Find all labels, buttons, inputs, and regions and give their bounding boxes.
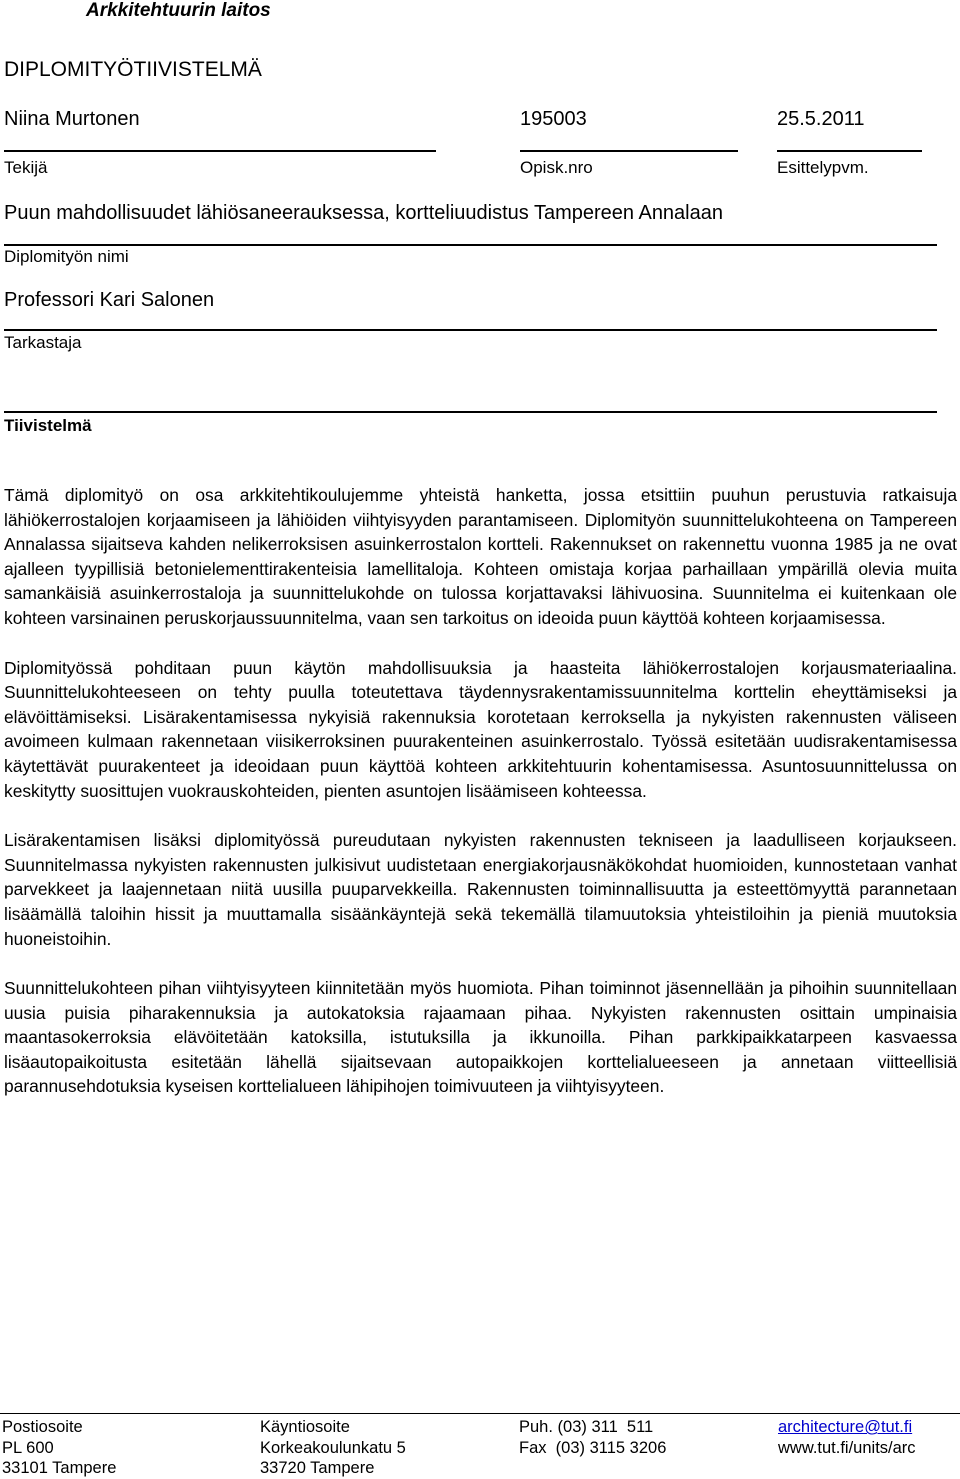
footer-rule [0, 1413, 960, 1414]
footer-phone [519, 1417, 666, 1458]
abstract-body [4, 483, 957, 1124]
email-link[interactable]: architecture@tut.fi [778, 1418, 913, 1436]
footer-web [778, 1417, 916, 1458]
thesis-title-underline [4, 244, 937, 246]
abstract-rule [4, 411, 937, 413]
abstract-paragraph-4: Suunnittelukohteen pihan viihtyisyyteen kiinnitetään myös huomiota. Pihan toiminnot jäsennellään ja pihoihin suunnitellaan uusia puisia piharakennuksia ja autokatoksia rajaamaan pihaa. Nykyisten rakennusten osittain umpinaisia maantasokerroksia elävöitetään katoksilla, istutuksilla ja ikkunoilla. Pihan parkkipaikkatarpeen kasvaessa lisäautopaikoitusta esitetään lähellä sijaitsevaan autopaikkojen korttelialueeseen ja annetaan viitteellisiä parannusehdotuksia kyseisen korttelialueen lähipihojen toimivuuteen ja viihtyisyyteen. [4, 978, 957, 1097]
author-name: Niina Murtonen [4, 108, 140, 130]
author-label: Tekijä [4, 158, 48, 177]
examiner-label: Tarkastaja [4, 333, 82, 352]
fax-number: Fax (03) 3115 3206 [519, 1438, 667, 1457]
footer-visiting-address [260, 1417, 406, 1479]
examiner-underline [4, 329, 937, 331]
author-underline [4, 150, 436, 152]
website-url: www.tut.fi/units/arc [778, 1438, 916, 1457]
visiting-address-label: Käyntiosoite [260, 1418, 350, 1436]
visiting-street: Korkeakoulunkatu 5 [260, 1438, 406, 1457]
abstract-paragraph-3: Lisärakentamisen lisäksi diplomityössä pureudutaan nykyisten rakennusten tekniseen ja laadulliseen korjaukseen. Suunnitelmassa nykyisten rakennusten julkisivut uudistetaan energiakorjausnäkökohdat huomioiden, kunnostetaan vanhat parvekkeet ja laajennetaan niitä uusilla puuparvekkeilla. Rakennusten toiminnallisuutta ja esteettömyyttä parannetaan lisäämällä taloihin hissit ja muuttamalla sisäänkäyntejä sekä tekemällä tilamuutoksia yhteistiloihin ja pieniä muutoksia huoneistoihin. [4, 830, 957, 949]
date-label: Esittelypvm. [777, 158, 869, 177]
thesis-title-label: Diplomityön nimi [4, 247, 129, 266]
examiner-name: Professori Kari Salonen [4, 289, 215, 311]
student-number-label: Opisk.nro [520, 158, 593, 177]
presentation-date: 25.5.2011 [777, 108, 865, 130]
abstract-paragraph-1: Tämä diplomityö on osa arkkitehtikoulujemme yhteistä hanketta, jossa etsittiin puuhun perustuvia ratkaisuja lähiökerrostalojen korjaamiseen ja lähiöiden viihtyisyyden parantamiseen. Diplomityön suunnittelukohteena on Tampereen Annalassa sijaitseva kahden nelikerroksisen asuinkerrostalon kortteli. Rakennukset on rakennettu vuonna 1985 ja ne ovat ajalleen tyypillisiä betonielementtirakenteisia lamellitaloja. Kohteen omistaja korjaa parhaillaan ympärillä olevia muita samankäisiä asuinkerrostaloja ja suunnittelukohde on tulossa korjattavaksi lähivuosina. Suunnitelma ei kuitenkaan ole kohteen varsinainen peruskorjaussuunnitelma, vaan sen tarkoitus on ideoida puun käyttöä kohteen korjaamisessa. [4, 485, 957, 628]
document-title: DIPLOMITYÖTIIVISTELMÄ [4, 58, 262, 81]
thesis-title: Puun mahdollisuudet lähiösaneerauksessa, kortteliuudistus Tampereen Annalaan [4, 202, 723, 224]
abstract-paragraph-2: Diplomityössä pohditaan puun käytön mahdollisuuksia ja haasteita lähiökerrostalojen korjausmateriaalina. Suunnittelukohteeseen on tehty puulla toteutettava täydennysrakentamissuunnitelma korttelin eheyttämiseksi ja elävöittämiseksi. Lisärakentamisessa nykyisiä rakennuksia korotetaan kerroksella ja nykyisten rakennusten väliseen avoimeen kulmaan rakennetaan viisikerroksinen puurakenteinen asuinkerrostalo. Työssä esitetään uudisrakentamisessa käytettävät puurakenteet ja ideoidaan puun käyttöä kohteen arkkitehtuurin kohentamisessa. Asuntosuunnittelussa on keskitytty suosittujen vuokrauskohteiden, pienten asuntojen lisäämiseen kohteessa. [4, 657, 957, 801]
footer-postal-address [2, 1417, 116, 1479]
phone-number: Puh. (03) 311 511 [519, 1418, 654, 1436]
department-name: Arkkitehtuurin laitos [86, 0, 271, 21]
postal-box: PL 600 [2, 1438, 54, 1457]
student-number: 195003 [520, 108, 587, 130]
date-underline [777, 150, 922, 152]
abstract-heading: Tiivistelmä [4, 416, 92, 435]
student-number-underline [520, 150, 738, 152]
postal-address-label: Postiosoite [2, 1418, 83, 1436]
visiting-city: 33720 Tampere [260, 1459, 375, 1478]
postal-city: 33101 Tampere [2, 1459, 117, 1478]
